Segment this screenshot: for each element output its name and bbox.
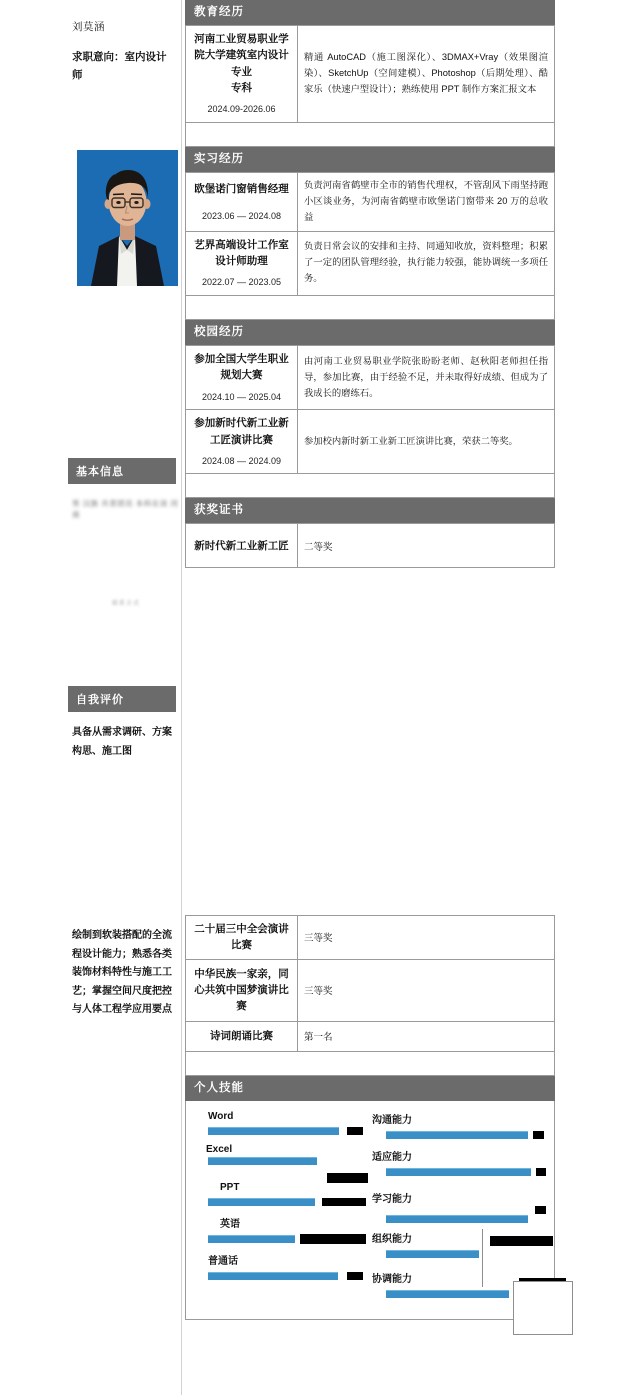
table-row <box>186 231 555 271</box>
education-heading: 教育经历 <box>185 0 555 25</box>
photo-illustration <box>77 150 178 286</box>
section-internship <box>185 147 555 320</box>
skill-bar-cap <box>533 1131 544 1139</box>
table-spacer-row <box>186 122 555 146</box>
candidate-name: 刘莫涵 <box>72 21 105 33</box>
scan-artefact-line <box>482 1229 483 1287</box>
education-title: 河南工业贸易职业学院大学建筑室内设计专业 专科 <box>186 26 298 99</box>
skill-bar-fill <box>386 1215 528 1223</box>
internship-heading: 实习经历 <box>185 147 555 172</box>
basic-info-redacted: 男 汉族 共青团员 本科在读 河南 <box>72 499 179 519</box>
campus-body-1: 由河南工业贸易职业学院张盼盼老师、赵秋阳老师担任指导，参加比赛，由于经验不足，并未取得好成绩、但成为了我成长的磨练石。 <box>298 346 555 410</box>
skill-bar <box>208 1198 366 1206</box>
award-result-2: 三等奖 <box>298 916 555 960</box>
section-awards <box>185 498 555 568</box>
internship-title-2: 艺界高端设计工作室设计师助理 <box>186 231 298 271</box>
basic-info-redacted-secondary: 联系方式 <box>112 601 141 607</box>
skill-item <box>372 1230 546 1258</box>
campus-body-2: 参加校内新时新工业新工匠演讲比赛，荣获二等奖。 <box>298 410 555 474</box>
awards-heading: 获奖证书 <box>185 498 555 523</box>
internship-body-2: 负责日常会议的安排和主持、同通知收放，资料整理；积累了一定的团队管理经验，执行能力较强，能协调统一多项任务。 <box>298 231 555 295</box>
self-evaluation-text-top: 具备从需求调研、方案构思、施工图 <box>72 727 172 757</box>
internship-title-1: 欧堡诺门窗销售经理 <box>186 173 298 202</box>
skill-bar-fill <box>208 1157 317 1165</box>
campus-title-2: 参加新时代新工业新工匠演讲比赛 <box>186 410 298 450</box>
skill-bar-fill <box>386 1290 509 1298</box>
table-row <box>186 26 555 99</box>
skill-item <box>372 1111 546 1139</box>
table-row <box>186 1021 555 1051</box>
scan-artefact-box <box>513 1281 573 1335</box>
skill-bar-cap <box>535 1206 546 1214</box>
skill-item <box>194 1111 368 1135</box>
campus-date-2: 2024.08 — 2024.09 <box>186 450 298 474</box>
skill-bar <box>386 1168 544 1176</box>
education-table <box>185 25 555 147</box>
skill-item <box>372 1190 546 1218</box>
spacer-cell <box>186 295 555 319</box>
skill-bar-cap <box>322 1198 366 1206</box>
skill-label: 适应能力 <box>372 1151 412 1163</box>
skill-bar-fill <box>386 1131 528 1139</box>
education-date: 2024.09-2026.06 <box>186 98 298 122</box>
table-row <box>186 524 555 568</box>
skill-label: Excel <box>206 1143 233 1155</box>
right-content <box>185 0 555 568</box>
skill-label: 协调能力 <box>372 1273 412 1285</box>
skill-item <box>194 1252 368 1280</box>
skill-label: 英语 <box>220 1218 240 1230</box>
table-row <box>186 173 555 202</box>
skill-bar <box>386 1131 544 1139</box>
award-result-3: 三等奖 <box>298 959 555 1021</box>
self-evaluation-heading: 自我评价 <box>68 686 176 712</box>
skill-bar <box>208 1127 366 1135</box>
candidate-photo <box>77 150 178 286</box>
internship-table <box>185 172 555 320</box>
table-spacer-row <box>186 1051 555 1075</box>
table-row <box>186 959 555 1021</box>
campus-date-1: 2024.10 — 2025.04 <box>186 386 298 410</box>
section-campus <box>185 320 555 498</box>
education-body: 精通 AutoCAD（施工图深化）、3DMAX+Vray（效果图渲染）、SketchUp（空间建模）、Photoshop（后期处理）、酷家乐（快速户型设计）；熟练使用 PPT 制作方案汇报文本 <box>298 26 555 123</box>
table-row <box>186 410 555 450</box>
skill-bar <box>208 1235 366 1243</box>
skills-body <box>185 1101 555 1320</box>
internship-date-1: 2023.06 — 2024.08 <box>186 202 298 232</box>
job-intention: 求职意向：室内设计师 <box>72 51 167 82</box>
skill-bar-cap <box>490 1236 553 1246</box>
skill-bar <box>208 1160 366 1168</box>
skill-label: 组织能力 <box>372 1233 412 1245</box>
table-spacer-row <box>186 295 555 319</box>
table-spacer-row <box>186 474 555 498</box>
skill-bar-cap <box>536 1168 545 1176</box>
skill-bar-fill <box>208 1272 338 1280</box>
section-education <box>185 0 555 147</box>
award-result-1: 二等奖 <box>298 524 555 568</box>
skill-bar <box>386 1210 544 1218</box>
award-name-1: 新时代新工业新工匠 <box>186 524 298 568</box>
skill-bar-fill <box>208 1235 295 1243</box>
awards-table-page1 <box>185 523 555 568</box>
spacer-cell <box>186 122 555 146</box>
award-name-3: 中华民族一家亲，同心共筑中国梦演讲比赛 <box>186 959 298 1021</box>
section-skills <box>185 1076 555 1320</box>
skill-label: 沟通能力 <box>372 1114 412 1126</box>
skill-label: 普通话 <box>208 1255 238 1267</box>
skills-right-column <box>372 1111 546 1307</box>
skill-bar-cap <box>300 1234 366 1244</box>
skill-bar <box>386 1250 544 1258</box>
campus-title-1: 参加全国大学生职业规划大赛 <box>186 346 298 386</box>
spacer-cell <box>186 474 555 498</box>
skill-item <box>194 1144 368 1168</box>
skill-item <box>194 1215 368 1243</box>
basic-info-heading: 基本信息 <box>68 458 176 484</box>
skill-label: Word <box>208 1110 234 1122</box>
self-evaluation-text-bottom: 绘制到软装搭配的全流程设计能力；熟悉各类装饰材料特性与施工工艺；掌握空间尺度把控与人体工程学应用要点 <box>72 930 172 1015</box>
skill-bar-fill <box>208 1127 339 1135</box>
award-result-4: 第一名 <box>298 1021 555 1051</box>
skill-bar-fill <box>386 1250 479 1258</box>
skill-bar-cap <box>347 1272 363 1280</box>
skill-label: PPT <box>220 1181 240 1193</box>
table-row <box>186 916 555 960</box>
skill-bar-fill <box>208 1198 315 1206</box>
skill-bar-cap <box>347 1127 363 1135</box>
skill-bar-fill <box>386 1168 531 1176</box>
left-sidebar <box>60 0 182 1395</box>
skill-item <box>194 1182 368 1206</box>
award-name-2: 二十届三中全会演讲比赛 <box>186 916 298 960</box>
table-row <box>186 346 555 386</box>
spacer-cell <box>186 1051 555 1075</box>
campus-heading: 校园经历 <box>185 320 555 345</box>
internship-date-2: 2022.07 — 2023.05 <box>186 271 298 295</box>
skill-label: 学习能力 <box>372 1193 412 1205</box>
skill-item <box>372 1148 546 1176</box>
right-content-page2 <box>185 915 555 1320</box>
skills-left-column <box>194 1111 368 1307</box>
skills-heading: 个人技能 <box>185 1076 555 1101</box>
skill-bar <box>208 1272 366 1280</box>
campus-table <box>185 345 555 498</box>
awards-table-page2 <box>185 915 555 1076</box>
internship-body-1: 负责河南省鹤壁市全市的销售代理权，不管刮风下雨坚持跑小区谈业务，为河南省鹤壁市欧堡诺门窗带来 20 万的总收益 <box>298 173 555 232</box>
award-name-4: 诗词朗诵比赛 <box>186 1021 298 1051</box>
